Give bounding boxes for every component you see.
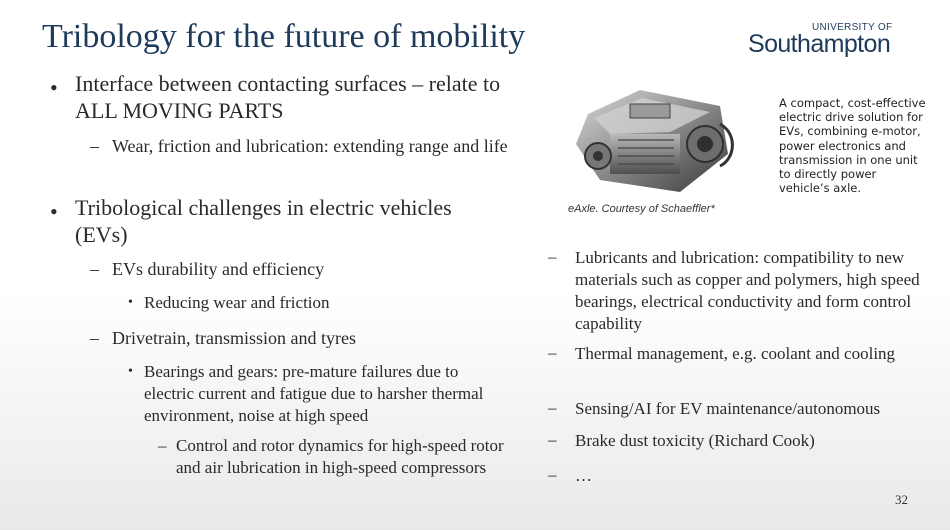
right-item-lubricants: Lubricants and lubrication: compatibility to new materials such as copper and polymers, high speed bearings, electrical conductivity and form control capability [575, 248, 920, 333]
dash-marker: – [90, 259, 99, 279]
dash-marker: – [90, 328, 99, 348]
right-item-sensing: Sensing/AI for EV maintenance/autonomous [575, 399, 881, 418]
dash-marker: – [548, 343, 557, 362]
dash-marker: – [90, 136, 99, 156]
bullet-marker: • [128, 295, 133, 310]
bullet-wear-friction: Wear, friction and lubrication: extending range and life [112, 136, 508, 156]
dash-marker: – [548, 247, 557, 266]
eaxle-image [570, 84, 740, 202]
logo-university-of: UNIVERSITY OF [812, 22, 893, 33]
logo-name: Southampton [748, 30, 891, 58]
dash-marker: – [548, 430, 557, 449]
bullet-ev-durability: EVs durability and efficiency [112, 259, 325, 279]
dash-marker: – [548, 398, 557, 417]
dash-marker: – [158, 436, 167, 455]
bullet-marker: • [50, 199, 58, 224]
slide-title: Tribology for the future of mobility [42, 18, 526, 55]
bullet-tribological-challenges: Tribological challenges in electric vehicles (EVs) [75, 195, 452, 247]
bullet-drivetrain: Drivetrain, transmission and tyres [112, 328, 356, 348]
bullet-interface: Interface between contacting surfaces – relate to ALL MOVING PARTS [75, 71, 501, 123]
dash-marker: – [548, 465, 557, 484]
bullet-marker: • [50, 75, 58, 100]
right-item-brake-dust: Brake dust toxicity (Richard Cook) [575, 431, 815, 450]
bullet-marker: • [128, 364, 133, 379]
bullet-rotor-dynamics: Control and rotor dynamics for high-speed rotor and air lubrication in high-speed compressors [176, 436, 504, 477]
page-number: 32 [895, 492, 908, 507]
figure-description: A compact, cost-effective electric drive solution for EVs, combining e-motor, power electronics and transmission in one unit to directly power vehicle’s axle. [779, 96, 926, 196]
right-item-thermal: Thermal management, e.g. coolant and cooling [575, 344, 896, 363]
figure-caption: eAxle. Courtesy of Schaeffler* [568, 203, 715, 215]
right-item-ellipsis: … [575, 466, 592, 485]
bullet-bearings-gears: Bearings and gears: pre-mature failures due to electric current and fatigue due to harsher thermal environment, noise at high speed [144, 362, 484, 425]
university-logo [748, 20, 913, 64]
bullet-reducing-wear: Reducing wear and friction [144, 293, 330, 312]
